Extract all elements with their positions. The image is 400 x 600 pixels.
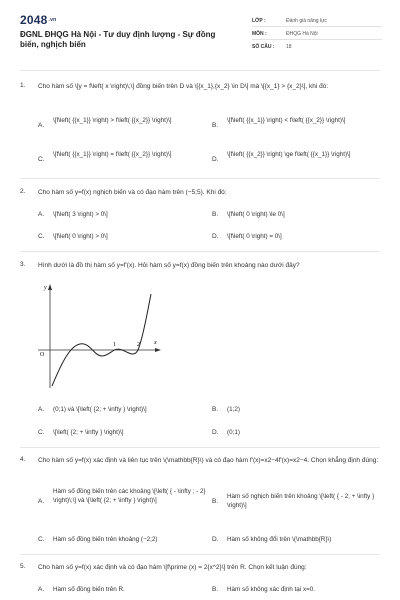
option-b[interactable] <box>212 211 372 220</box>
option-d[interactable] <box>212 536 380 545</box>
divider <box>20 178 380 179</box>
option-b[interactable] <box>212 586 380 595</box>
divider <box>20 447 380 448</box>
option-letter: C. <box>38 156 45 163</box>
option-text: \[f\left( 3 \right) > 0\] <box>53 211 108 218</box>
option-letter: B. <box>212 122 219 129</box>
tick-label-1: 1 <box>113 342 116 348</box>
option-d[interactable] <box>212 151 377 163</box>
option-text: Hàm số đồng biến trên khoảng (−2;2) <box>53 536 158 543</box>
option-letter: C. <box>38 536 45 543</box>
option-b[interactable] <box>212 406 372 415</box>
question-number: 1. <box>20 82 26 89</box>
tick-label-2: 2 <box>137 342 140 348</box>
question-number: 2. <box>20 188 26 195</box>
y-axis-arrow <box>48 284 52 290</box>
y-axis-label: y <box>44 285 47 291</box>
question-number: 5. <box>20 563 26 570</box>
option-text: Hàm số đồng biến trên các khoảng \[\left( { - \infty ; - 2} \right)\;\] và \[\left( {2; + \infty } \right)\] <box>53 488 206 504</box>
option-c[interactable] <box>38 151 188 163</box>
option-b[interactable] <box>212 493 380 510</box>
logo-text: 2048 <box>20 13 48 27</box>
meta-row-subject <box>252 27 382 40</box>
page-header <box>0 0 400 64</box>
option-letter: A. <box>38 586 45 593</box>
option-text: Hàm số đồng biến trên R. <box>53 586 125 593</box>
option-c[interactable] <box>38 429 203 438</box>
site-logo[interactable] <box>20 13 56 27</box>
option-a[interactable] <box>38 211 198 220</box>
logo-suffix: .vn <box>48 17 57 23</box>
option-text: \[f\left( {{x_1}} \right) > f\left( {{x_2}} \right)\] <box>53 117 172 124</box>
option-text: \[f\left( 0 \right) \le 0\] <box>227 211 285 218</box>
x-axis-arrow <box>155 348 161 352</box>
option-text: (1;2) <box>227 406 240 413</box>
option-letter: C. <box>38 233 45 240</box>
option-text: Hàm số không đổi trên \(\mathbb{R}\) <box>227 536 332 543</box>
option-letter: A. <box>38 122 45 129</box>
curve-f-prime <box>52 294 151 386</box>
meta-label: LỚP : <box>252 18 266 24</box>
option-letter: B. <box>212 586 219 593</box>
option-letter: A. <box>38 211 45 218</box>
meta-label: MÔN : <box>252 31 267 37</box>
option-letter: D. <box>212 536 219 543</box>
option-letter: D. <box>212 233 219 240</box>
question-text: Hình dưới là đồ thị hàm số y=f'(x). Hỏi hàm số y=f(x) đồng biến trên khoảng nào dưới đây? <box>38 262 300 269</box>
meta-row-count <box>252 40 382 52</box>
option-letter: A. <box>38 498 45 505</box>
question-number: 3. <box>20 261 26 268</box>
option-a[interactable] <box>38 117 188 129</box>
question-text: Cho hàm số y=f(x) xác định và liên tục trên \(\mathbb{R}\) và có đạo hàm f'(x)=x2−4f'(x)=x2−4. Chọn khẳng định đúng: <box>38 457 379 464</box>
option-a[interactable] <box>38 488 208 505</box>
question-text: Cho hàm số \[y = f\left( x \right)\;\] đồng biến trên D và \[{x_1},{x_2} \in D\] mà \[{x_1} > {x_2}\], khi đó: <box>38 83 329 90</box>
option-text: (0;1) <box>227 429 240 436</box>
meta-row-class <box>252 14 382 27</box>
option-c[interactable] <box>38 233 198 242</box>
option-text: \[f\left( 0 \right) = 0\] <box>227 233 282 240</box>
option-text: \[f\left( 0 \right) > 0\] <box>53 233 108 240</box>
option-letter: B. <box>212 211 219 218</box>
meta-value: ĐHQG Hà Nội <box>286 31 318 37</box>
option-letter: D. <box>212 429 219 436</box>
question-text: Cho hàm số y=f(x) nghịch biến và có đạo hàm trên (−5;5). Khi đó: <box>38 189 227 196</box>
question-text: Cho hàm số y=f(x) xác định và có đạo hàm \[f\prime (x) = 2{x^2}\] trên R. Chọn kết luận đúng: <box>38 564 307 571</box>
option-text: (0;1) và \[\left( {2; + \infty } \right)\] <box>53 406 147 413</box>
option-text: \[f\left( {{x_1}} \right) < f\left( {{x_2}} \right)\] <box>227 117 346 124</box>
option-text: Hàm số nghịch biến trên khoảng \[\left( { - 2; + \infty } \right)\] <box>227 493 375 509</box>
derivative-graph <box>30 280 162 392</box>
option-c[interactable] <box>38 536 208 545</box>
option-d[interactable] <box>212 429 372 438</box>
option-letter: B. <box>212 498 219 505</box>
option-letter: C. <box>38 429 45 436</box>
question-number: 4. <box>20 456 26 463</box>
meta-value: Đánh giá năng lực <box>286 18 327 24</box>
meta-label: SỐ CÂU : <box>252 44 275 50</box>
meta-value: 18 <box>286 44 292 50</box>
meta-table <box>252 14 382 52</box>
option-text: \[\left( {2; + \infty } \right)\] <box>53 429 124 436</box>
option-letter: D. <box>212 156 219 163</box>
option-text: Hàm số không xác định tại x=0. <box>227 586 316 593</box>
divider <box>20 70 380 71</box>
origin-label: O <box>40 352 45 358</box>
option-a[interactable] <box>38 586 208 595</box>
document-title: ĐGNL ĐHQG Hà Nội - Tư duy định lượng - Sự đồng biến, nghịch biến <box>20 30 216 49</box>
x-axis-label: x <box>154 340 157 346</box>
option-text: \[f\left( {{x_2}} \right) \ge f\left( {{x_1}} \right)\] <box>227 151 351 158</box>
option-b[interactable] <box>212 117 377 129</box>
divider <box>20 251 380 252</box>
option-text: \[f\left( {{x_1}} \right) = f\left( {{x_2}} \right)\] <box>53 151 172 158</box>
option-letter: B. <box>212 406 219 413</box>
option-letter: A. <box>38 406 45 413</box>
option-d[interactable] <box>212 233 372 242</box>
option-a[interactable] <box>38 406 203 415</box>
divider <box>20 554 380 555</box>
